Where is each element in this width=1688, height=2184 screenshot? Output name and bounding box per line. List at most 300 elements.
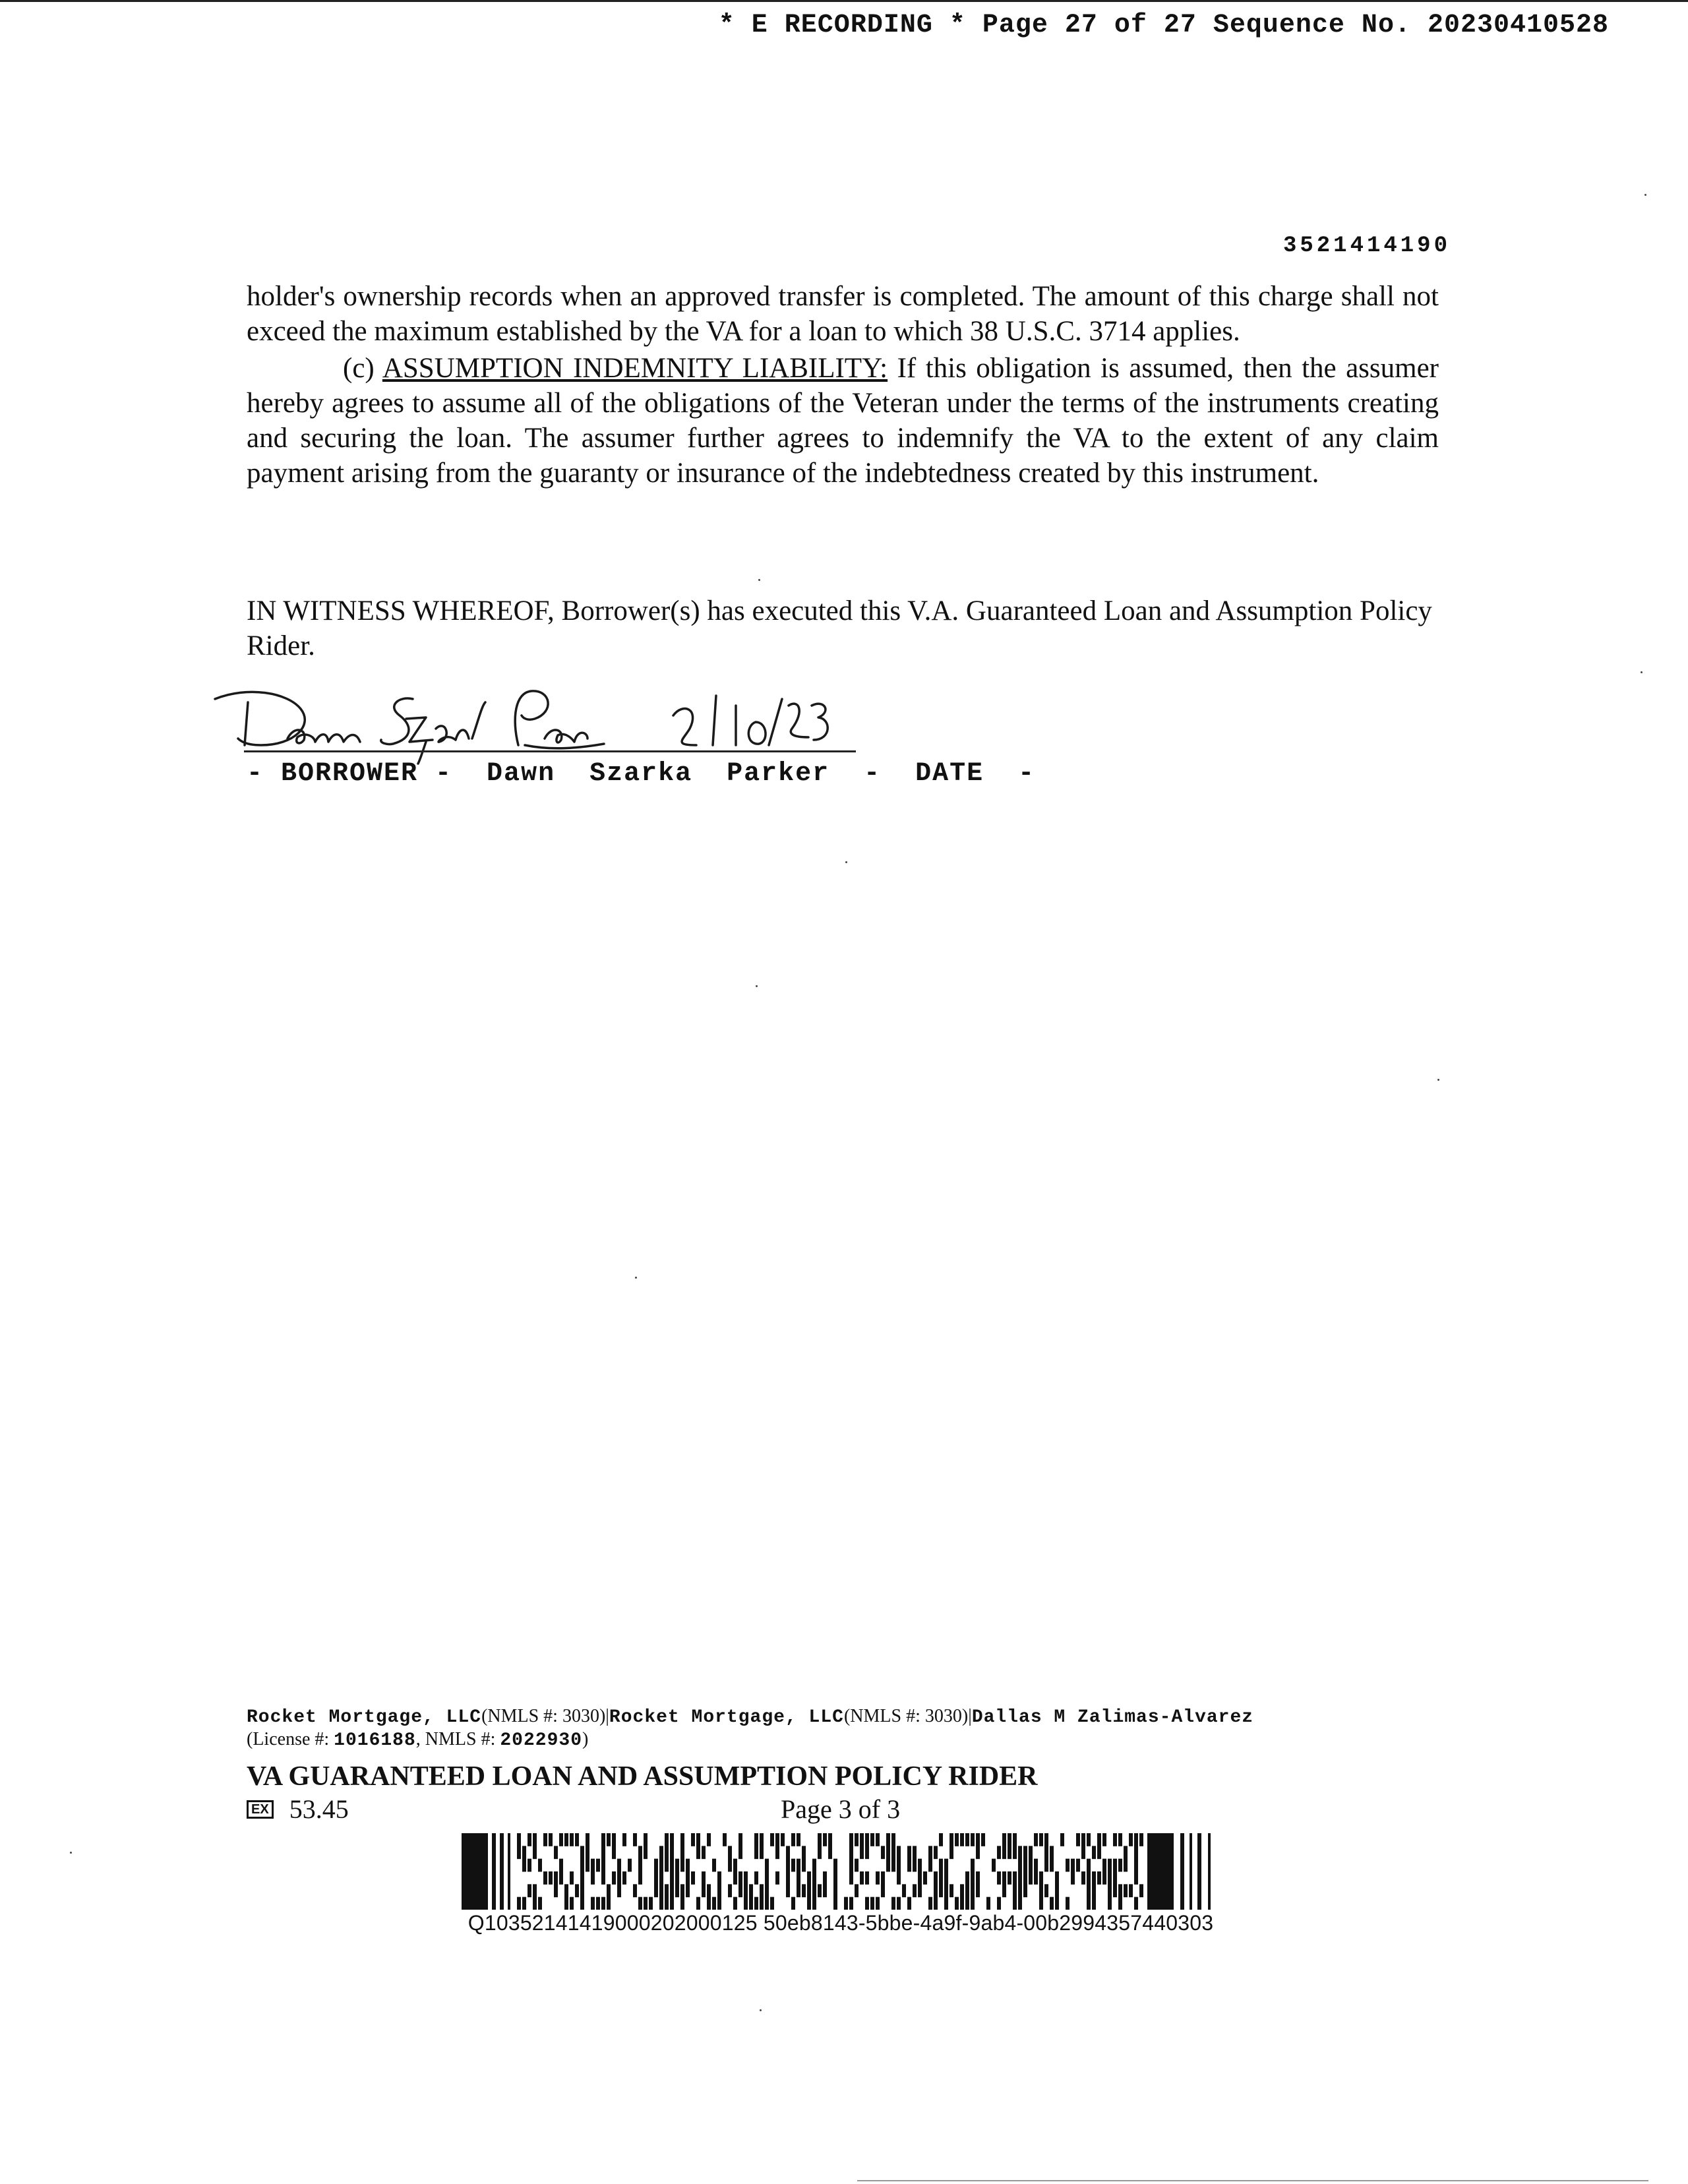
barcode-bar	[765, 1897, 769, 1910]
barcode-bar	[1034, 1833, 1038, 1846]
barcode-bar	[675, 1871, 679, 1885]
barcode-bar	[1134, 1833, 1138, 1846]
barcode-bar	[770, 1833, 774, 1846]
barcode-bar	[818, 1846, 822, 1859]
barcode-bar	[1118, 1859, 1122, 1872]
scan-speck	[845, 861, 847, 863]
barcode-bar	[696, 1897, 700, 1910]
barcode-bar	[1071, 1859, 1075, 1872]
barcode-bar	[944, 1859, 948, 1872]
barcode-bar	[654, 1871, 658, 1885]
barcode-bar	[849, 1871, 853, 1885]
barcode-bar	[891, 1833, 895, 1846]
barcode-bar	[1029, 1846, 1033, 1859]
barcode-bar	[500, 1833, 504, 1910]
scan-speck	[70, 1852, 72, 1854]
barcode-bar	[517, 1846, 521, 1859]
barcode-bar	[596, 1897, 600, 1910]
barcode-bar	[833, 1897, 837, 1910]
barcode-bar	[812, 1884, 816, 1897]
barcode-bar	[965, 1871, 969, 1885]
recording-header: * E RECORDING * Page 27 of 27 Sequence No. 20230410528	[718, 11, 1609, 40]
barcode-bar	[1008, 1871, 1011, 1885]
barcode-bar	[659, 1871, 663, 1885]
barcode-bar	[1039, 1884, 1043, 1897]
barcode-bar	[617, 1871, 621, 1885]
barcode-bar	[528, 1859, 531, 1872]
barcode-bar	[1018, 1884, 1022, 1897]
barcode-bar	[601, 1833, 605, 1846]
barcode-bar	[886, 1833, 890, 1846]
barcode-bar	[775, 1833, 779, 1846]
barcode-bar	[997, 1871, 1001, 1885]
barcode-bar	[680, 1859, 684, 1872]
barcode-bar	[586, 1859, 589, 1872]
barcode-bar	[786, 1871, 790, 1885]
lender-1-nmls: (NMLS #: 3030)	[481, 1706, 606, 1726]
barcode-bar	[944, 1871, 948, 1885]
barcode-bar	[601, 1897, 605, 1910]
barcode-bar	[1008, 1833, 1011, 1846]
barcode-bar	[1023, 1871, 1027, 1885]
barcode-bar	[1108, 1884, 1112, 1897]
barcode-bar	[786, 1884, 790, 1897]
lender-1-name: Rocket Mortgage, LLC	[247, 1707, 482, 1728]
barcode-bar	[1060, 1833, 1064, 1846]
barcode-bar	[1197, 1833, 1201, 1910]
barcode-bar	[712, 1859, 716, 1872]
barcode-bar	[765, 1871, 769, 1885]
barcode-bar	[1113, 1871, 1117, 1885]
lender-2-name: Rocket Mortgage, LLC	[609, 1707, 844, 1728]
paragraph-continued: holder's ownership records when an approved transfer is completed. The amount of this charge shall not exceed the maximum established by the VA for a loan to which 38 U.S.C. 3714 applies.	[247, 281, 1439, 347]
barcode-bar	[1002, 1833, 1006, 1846]
barcode-bar	[670, 1833, 674, 1846]
barcode-bar	[744, 1897, 748, 1910]
scan-speck	[756, 985, 758, 987]
barcode-bar	[564, 1833, 568, 1846]
barcode-bar	[1092, 1871, 1096, 1885]
paragraph-c-prefix: (c)	[343, 353, 375, 384]
barcode-bar	[797, 1833, 800, 1846]
barcode-bar	[691, 1833, 695, 1846]
barcode-bar	[1055, 1871, 1059, 1885]
barcode-bar	[517, 1833, 521, 1846]
barcode-bar	[596, 1859, 600, 1872]
barcode-bar	[580, 1859, 584, 1872]
barcode-bar	[601, 1871, 605, 1885]
scan-speck	[635, 1277, 637, 1279]
barcode-bar	[765, 1884, 769, 1897]
barcode-bar	[707, 1884, 711, 1897]
barcode-bar	[591, 1859, 595, 1872]
barcode-bar	[849, 1846, 853, 1859]
barcode-bar	[607, 1897, 611, 1910]
barcode-bar	[1050, 1897, 1054, 1910]
barcode-bar	[564, 1884, 568, 1897]
barcode-bar	[707, 1833, 711, 1846]
barcode-bar	[665, 1846, 669, 1859]
barcode-bar	[1013, 1833, 1017, 1846]
barcode-bar	[781, 1833, 785, 1846]
barcode-bar	[1018, 1871, 1022, 1885]
barcode-bar	[1113, 1833, 1117, 1846]
barcode-bar	[1023, 1884, 1027, 1897]
barcode-bar	[686, 1884, 690, 1897]
barcode-bar	[1044, 1859, 1048, 1872]
barcode-bar	[1124, 1884, 1128, 1897]
barcode-bar	[628, 1859, 632, 1872]
barcode-bar	[554, 1871, 558, 1885]
separator: |	[605, 1706, 609, 1726]
barcode-bar	[665, 1884, 669, 1897]
barcode-bar	[1013, 1897, 1017, 1910]
barcode-bar	[717, 1897, 721, 1910]
barcode-bar	[591, 1871, 595, 1885]
barcode-bar	[1002, 1884, 1006, 1897]
barcode-bar	[712, 1897, 716, 1910]
barcode-bar	[675, 1859, 679, 1872]
barcode-bar	[1023, 1859, 1027, 1872]
barcode-bar	[955, 1833, 959, 1846]
barcode-bar	[670, 1859, 674, 1872]
barcode-bar	[728, 1846, 732, 1859]
barcode-bar	[538, 1859, 542, 1872]
barcode-bar	[1002, 1846, 1006, 1859]
paragraph-c-title: ASSUMPTION INDEMNITY LIABILITY:	[382, 353, 888, 384]
barcode-bar	[728, 1859, 732, 1872]
barcode-bar	[1071, 1871, 1075, 1885]
loan-number: 3521414190	[1282, 233, 1451, 258]
barcode-bar	[897, 1897, 901, 1910]
barcode-bar	[807, 1884, 811, 1897]
barcode-bar	[818, 1833, 822, 1846]
barcode-bar	[897, 1859, 901, 1872]
barcode-bar	[1208, 1833, 1211, 1910]
barcode-bar	[797, 1871, 800, 1885]
barcode-bar	[586, 1833, 589, 1846]
barcode-bar	[1097, 1871, 1101, 1885]
barcode-bar	[1018, 1897, 1022, 1910]
barcode-bar	[897, 1871, 901, 1885]
barcode-bar	[633, 1884, 637, 1897]
barcode-bar	[986, 1897, 990, 1910]
barcode-bar	[649, 1897, 653, 1910]
barcode-bar	[807, 1871, 811, 1885]
barcode-bar	[760, 1897, 764, 1910]
barcode-bar	[1134, 1897, 1138, 1910]
barcode-bar	[950, 1884, 953, 1897]
barcode-bar	[918, 1871, 922, 1885]
barcode-bar	[744, 1871, 748, 1885]
barcode-bar	[802, 1859, 806, 1872]
barcode-bar	[707, 1897, 711, 1910]
form-code-number: 53.45	[289, 1794, 349, 1824]
barcode-bar	[791, 1897, 795, 1910]
barcode-bar	[844, 1897, 848, 1910]
barcode-bar	[1087, 1884, 1091, 1897]
barcode-bar	[960, 1884, 964, 1897]
barcode-bar	[791, 1859, 795, 1872]
barcode-bar	[1134, 1871, 1138, 1885]
barcode-bar	[802, 1884, 806, 1897]
barcode-bar	[971, 1897, 975, 1910]
barcode-bar	[1013, 1884, 1017, 1897]
signature-caption: - BORROWER - Dawn Szarka Parker - DATE -	[247, 759, 1036, 789]
barcode-bar	[897, 1846, 901, 1859]
barcode-bar	[971, 1859, 975, 1872]
barcode-bar	[860, 1833, 864, 1846]
barcode-bar	[1118, 1884, 1122, 1897]
barcode-bar	[823, 1871, 827, 1885]
barcode-bar	[638, 1871, 642, 1885]
barcode-bar	[1139, 1833, 1143, 1846]
barcode-bar	[786, 1859, 790, 1872]
barcode-bar	[928, 1859, 932, 1872]
barcode-bar	[876, 1871, 880, 1885]
barcode-bar	[849, 1833, 853, 1846]
barcode-bar	[791, 1833, 795, 1846]
barcode-bar	[617, 1884, 621, 1897]
barcode-bar	[1013, 1871, 1017, 1885]
barcode-bar	[1113, 1859, 1117, 1872]
barcode-bar	[1092, 1884, 1096, 1897]
barcode-bar	[533, 1846, 537, 1859]
barcode-bar	[760, 1846, 764, 1859]
barcode-bar	[1087, 1859, 1091, 1872]
barcode-bar	[865, 1846, 869, 1859]
barcode-bar	[802, 1846, 806, 1859]
barcode-bar	[617, 1859, 621, 1872]
barcode-bar	[696, 1833, 700, 1846]
top-rule	[0, 0, 1688, 2]
barcode-bar	[1081, 1846, 1085, 1859]
barcode-bar	[591, 1897, 595, 1910]
barcode-bar	[670, 1897, 674, 1910]
barcode-bar	[659, 1897, 663, 1910]
barcode-bar	[744, 1884, 748, 1897]
barcode-bar	[754, 1871, 758, 1885]
barcode-bar	[1081, 1871, 1085, 1885]
barcode-bar	[533, 1897, 537, 1910]
barcode-bar	[918, 1859, 922, 1872]
barcode-bar	[638, 1846, 642, 1859]
barcode-bar	[1102, 1859, 1106, 1872]
barcode-bar	[876, 1833, 880, 1846]
barcode-bar	[1044, 1833, 1048, 1846]
barcode-bar	[670, 1884, 674, 1897]
barcode-bar	[907, 1897, 911, 1910]
barcode-image	[462, 1833, 1220, 1910]
barcode-bar	[891, 1846, 895, 1859]
barcode-bar	[860, 1871, 864, 1885]
barcode-bar	[492, 1833, 496, 1910]
barcode-bar	[654, 1884, 658, 1897]
barcode-bar	[870, 1833, 874, 1846]
barcode-bar	[1002, 1871, 1006, 1885]
barcode-bar	[522, 1859, 526, 1872]
barcode-bar	[686, 1871, 690, 1885]
barcode-bar	[1092, 1897, 1096, 1910]
barcode-bar	[1081, 1833, 1085, 1846]
barcode-bar	[849, 1859, 853, 1872]
barcode-bar	[644, 1846, 648, 1859]
barcode-bar	[717, 1884, 721, 1897]
barcode-bar	[659, 1859, 663, 1872]
barcode-bar	[549, 1833, 553, 1846]
barcode-bar	[543, 1871, 547, 1885]
barcode-bar	[971, 1871, 975, 1885]
barcode-bar	[702, 1846, 706, 1859]
barcode-bar	[981, 1833, 985, 1846]
barcode-bar	[754, 1833, 758, 1846]
barcode-bar	[733, 1897, 737, 1910]
barcode-bar	[1180, 1833, 1184, 1910]
scan-speck	[1437, 1079, 1439, 1081]
barcode-bar	[913, 1846, 917, 1859]
barcode-bar	[770, 1897, 774, 1910]
barcode-bar	[601, 1846, 605, 1859]
barcode-bar	[786, 1846, 790, 1859]
barcode-bar	[939, 1884, 943, 1897]
barcode-bar	[749, 1884, 753, 1897]
barcode-bar	[644, 1897, 648, 1910]
barcode-bar	[1076, 1833, 1080, 1846]
barcode-bar	[659, 1884, 663, 1897]
barcode-bar	[833, 1859, 837, 1872]
barcode-bar	[886, 1859, 890, 1872]
license-suffix: )	[582, 1729, 589, 1749]
barcode-bar	[533, 1833, 537, 1846]
barcode-bar	[1066, 1897, 1070, 1910]
scan-speck	[760, 2009, 762, 2011]
witness-clause: IN WITNESS WHEREOF, Borrower(s) has executed this V.A. Guaranteed Loan and Assumption Policy Rider.	[247, 595, 1432, 661]
barcode-bar	[855, 1884, 859, 1897]
barcode-bar	[738, 1871, 742, 1885]
barcode-bar	[833, 1871, 837, 1885]
barcode-bar	[907, 1846, 911, 1859]
barcode-bar	[1055, 1897, 1059, 1910]
barcode-bar	[1050, 1859, 1054, 1872]
barcode-bar	[607, 1884, 611, 1897]
license-prefix: (License #:	[247, 1729, 334, 1749]
barcode-bar	[665, 1897, 669, 1910]
barcode-bar	[1124, 1859, 1128, 1872]
barcode-bar	[812, 1897, 816, 1910]
barcode-bar	[939, 1833, 943, 1846]
barcode-bar	[522, 1846, 526, 1859]
barcode-bar	[1139, 1884, 1143, 1897]
barcode-bar	[654, 1859, 658, 1872]
barcode-bar	[612, 1846, 616, 1859]
barcode-bar	[580, 1884, 584, 1897]
barcode-bar	[818, 1884, 822, 1897]
barcode-bar	[717, 1871, 721, 1885]
barcode-bar	[462, 1833, 488, 1910]
barcode-bar	[891, 1897, 895, 1910]
barcode-bar	[876, 1897, 880, 1910]
barcode-bar	[812, 1871, 816, 1885]
barcode-bar	[928, 1846, 932, 1859]
barcode-bar	[760, 1884, 764, 1897]
barcode-bar	[528, 1884, 531, 1897]
barcode-bar	[1118, 1833, 1122, 1846]
barcode-bar	[1129, 1884, 1133, 1897]
barcode-bar	[955, 1897, 959, 1910]
barcode-bar	[702, 1884, 706, 1897]
separator: |	[968, 1706, 972, 1726]
barcode-bar	[749, 1897, 753, 1910]
barcode-bar	[554, 1846, 558, 1859]
barcode-bar	[1039, 1833, 1043, 1846]
barcode-bar	[522, 1897, 526, 1910]
barcode-bar	[670, 1871, 674, 1885]
barcode-bar	[855, 1833, 859, 1846]
ex-form-icon: EX	[247, 1800, 274, 1819]
barcode-bar	[733, 1871, 737, 1885]
form-title: VA GUARANTEED LOAN AND ASSUMPTION POLICY RIDER	[247, 1761, 1038, 1792]
scan-speck	[1644, 194, 1646, 196]
barcode-text: Q10352141419000202000125 50eb8143-5bbe-4a9f-9ab4-00b2994357440303	[467, 1911, 1214, 1935]
barcode-bar	[891, 1859, 895, 1872]
barcode-bar	[508, 1833, 510, 1910]
barcode-bar	[992, 1859, 996, 1872]
barcode-bar	[1018, 1859, 1022, 1872]
barcode-bar	[554, 1884, 558, 1897]
barcode-bar	[934, 1871, 938, 1885]
barcode-bar	[1055, 1884, 1059, 1897]
barcode-bar	[538, 1897, 542, 1910]
originator-name: Dallas M Zalimas-Alvarez	[971, 1707, 1254, 1728]
barcode-bar	[960, 1897, 964, 1910]
lender-2-nmls: (NMLS #: 3030)	[843, 1706, 969, 1726]
barcode-bar	[607, 1833, 611, 1846]
barcode-bar	[812, 1859, 816, 1872]
bottom-rule	[857, 2180, 1648, 2181]
barcode-bar	[1092, 1846, 1096, 1859]
barcode-bar	[855, 1859, 859, 1872]
barcode-bar	[870, 1897, 874, 1910]
barcode-bar	[1044, 1884, 1048, 1897]
barcode-bar	[580, 1897, 584, 1910]
barcode-bar	[939, 1859, 943, 1872]
barcode-bar	[1013, 1846, 1017, 1859]
barcode-bar	[828, 1846, 832, 1859]
barcode-bar	[1087, 1897, 1091, 1910]
barcode-bar	[1134, 1859, 1138, 1872]
barcode-bar	[1108, 1871, 1112, 1885]
barcode-bar	[807, 1897, 811, 1910]
barcode-bar	[612, 1833, 616, 1846]
paragraph-assumption-indemnity	[247, 351, 1439, 491]
barcode-bar	[833, 1884, 837, 1897]
barcode-bar	[934, 1897, 938, 1910]
barcode-bar	[559, 1859, 563, 1872]
barcode-bar	[797, 1859, 800, 1872]
barcode-bar	[976, 1871, 980, 1885]
barcode-bar	[1108, 1859, 1112, 1872]
barcode-bar	[971, 1884, 975, 1897]
barcode-bar	[680, 1897, 684, 1910]
barcode-bar	[1108, 1897, 1112, 1910]
originator-nmls: 2022930	[500, 1730, 582, 1751]
scan-speck	[1641, 671, 1643, 673]
barcode-bar	[823, 1884, 827, 1897]
barcode-bar	[680, 1884, 684, 1897]
barcode-bar	[1066, 1859, 1070, 1872]
barcode-bar	[1039, 1871, 1043, 1885]
barcode-bar	[575, 1833, 579, 1846]
